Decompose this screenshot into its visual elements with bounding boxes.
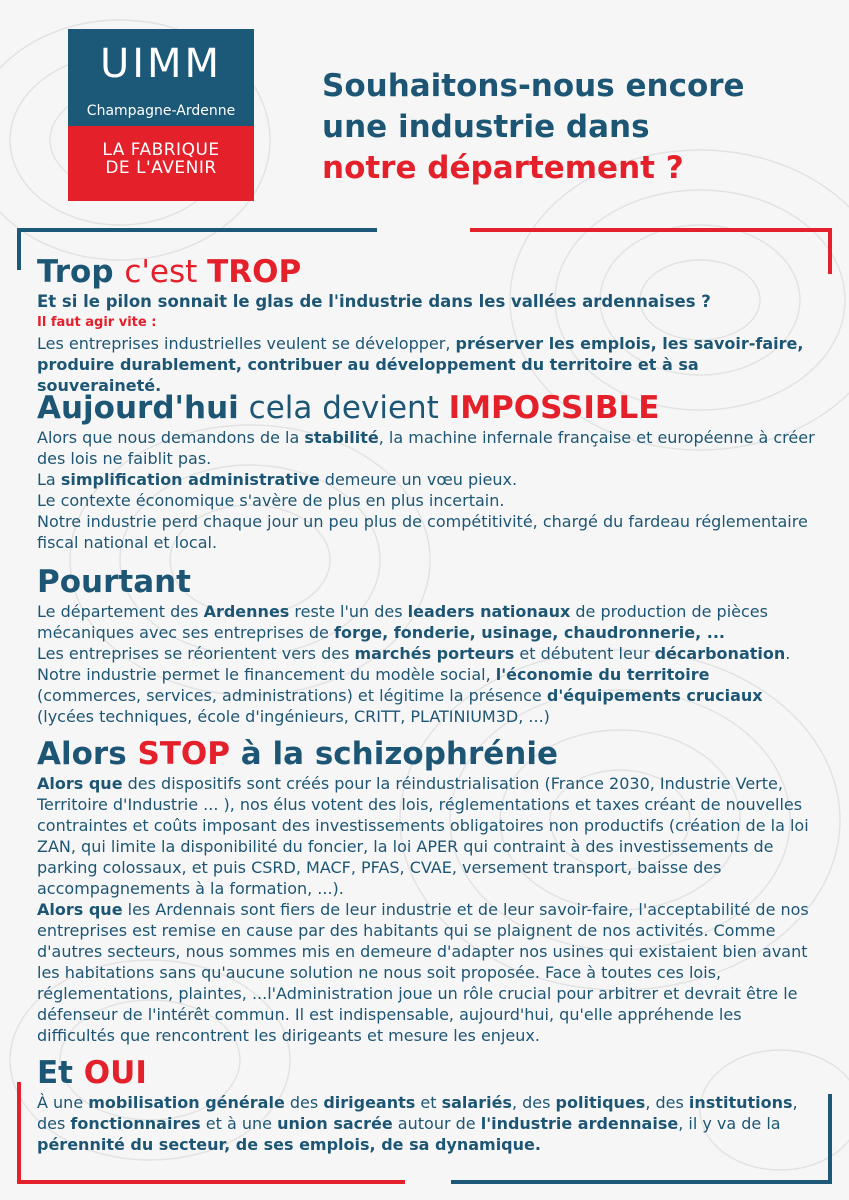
section-pourtant [37, 563, 817, 727]
text-run: , il y va de la [678, 1114, 781, 1133]
frame-right-red [828, 228, 832, 274]
logo-region: Champagne-Ardenne [86, 103, 236, 119]
text-run: , des [37, 1093, 798, 1133]
text-run: et débutent leur [514, 644, 655, 663]
text-run: et [415, 1093, 442, 1112]
heading-part: OUI [83, 1055, 147, 1091]
section-aujourdhui-heading [37, 389, 817, 427]
heading-part: IMPOSSIBLE [448, 390, 660, 426]
heading-part: TROP [207, 254, 302, 290]
logo-name: UIMM [99, 41, 223, 87]
text-run: . [785, 644, 791, 663]
headline-line-3: notre département ? [322, 150, 684, 186]
paragraph [37, 601, 817, 643]
text-run: et à une [200, 1114, 278, 1133]
frame-left-blue [17, 228, 21, 270]
text-run: des [284, 1093, 324, 1112]
paragraph [37, 1092, 817, 1155]
section-trop [37, 253, 817, 396]
text-run-bold: simplification administrative [60, 470, 320, 489]
logo-tagline-line-1: LA FABRIQUE [102, 140, 220, 160]
section-trop-urgent: Il faut agir vite : [37, 315, 157, 330]
section-et-oui [37, 1054, 817, 1155]
text-run: Les entreprises se réorientent vers des [37, 644, 355, 663]
frame-top-right-red [470, 228, 832, 232]
text-run-bold: Ardennes [203, 602, 290, 621]
heading-part: Aujourd'hui [37, 390, 239, 426]
logo-bottom-block [68, 126, 254, 201]
section-trop-subtitle: Et si le pilon sonnait le glas de l'industrie dans les vallées ardennaises ? [37, 292, 711, 311]
text-run: La [37, 470, 61, 489]
heading-part: Alors [37, 736, 138, 772]
logo-top-block [68, 29, 254, 126]
frame-right-bottom-blue [828, 1094, 832, 1184]
text-run-bold: l'industrie ardennaise [480, 1114, 679, 1133]
uimm-logo [68, 29, 254, 201]
text-run: , des [645, 1093, 689, 1112]
paragraph [37, 664, 817, 727]
text-run-bold: fonctionnaires [70, 1114, 201, 1133]
heading-part: cela devient [238, 390, 449, 426]
section-trop-heading [37, 253, 817, 291]
text-run-bold: salariés [441, 1093, 512, 1112]
text-run: Le département des [37, 602, 204, 621]
text-run-bold: décarbonation [654, 644, 786, 663]
text-run: (lycées techniques, école d'ingénieurs, CRITT, PLATINIUM3D, ...) [37, 707, 550, 726]
paragraph [37, 469, 817, 490]
text-run: de production de pièces mécaniques avec ses entreprises de [37, 602, 768, 642]
headline-line-1: Souhaitons-nous encore [322, 68, 745, 104]
section-et-oui-heading [37, 1054, 817, 1092]
heading-part: Trop [37, 254, 125, 290]
heading-part: à la schizophrénie [230, 736, 558, 772]
section-stop-heading [37, 735, 817, 773]
paragraph: Le contexte économique s'avère de plus en plus incertain. [37, 491, 505, 510]
paragraph [37, 899, 817, 1046]
text-run-bold: mobilisation générale [88, 1093, 285, 1112]
text-run: Notre industrie permet le financement du modèle social, [37, 665, 496, 684]
heading-part: STOP [137, 736, 230, 772]
section-trop-paragraph [37, 333, 817, 396]
text-run-bold: d'équipements cruciaux [546, 686, 763, 705]
section-stop [37, 735, 817, 1046]
heading-part: Et [37, 1055, 84, 1091]
page-headline [322, 66, 745, 189]
text-run: Les entreprises industrielles veulent se développer, [37, 334, 456, 353]
text-run: demeure un vœu pieux. [319, 470, 518, 489]
text-run: À une [37, 1093, 89, 1112]
text-run-bold: l'économie du territoire [495, 665, 710, 684]
logo-tagline [68, 126, 254, 177]
text-run-bold: dirigeants [323, 1093, 416, 1112]
text-run: , des [511, 1093, 556, 1112]
text-run-bold: politiques [555, 1093, 646, 1112]
frame-top-left-blue [17, 228, 377, 232]
paragraph: Notre industrie perd chaque jour un peu plus de compétitivité, chargé du fardeau réglementaire fiscal national et local. [37, 512, 808, 552]
paragraph [37, 773, 817, 899]
logo-tagline-line-2: DE L'AVENIR [105, 158, 217, 178]
text-run-bold: union sacrée [277, 1114, 393, 1133]
text-run-bold: leaders nationaux [407, 602, 571, 621]
text-run: autour de [392, 1114, 481, 1133]
text-run-bold: institutions [688, 1093, 793, 1112]
text-run-bold: stabilité [304, 428, 379, 447]
text-run: (commerces, services, administrations) et légitime la présence [37, 686, 547, 705]
headline-line-2: une industrie dans [322, 109, 650, 145]
frame-bottom-right-blue [451, 1180, 832, 1184]
heading-part: c'est [124, 254, 208, 290]
text-run-bold: préserver les emplois, les savoir-faire, produire durablement, contribuer au développement du territoire et à sa souveraineté. [37, 334, 804, 395]
frame-bottom-left-red [17, 1180, 405, 1184]
text-run-bold: pérennité du secteur, de ses emplois, de sa dynamique. [37, 1135, 541, 1154]
section-pourtant-heading: Pourtant [37, 564, 192, 600]
text-run-bold: marchés porteurs [354, 644, 515, 663]
text-run: , la machine infernale française et européenne à créer des lois ne faiblit pas. [37, 428, 815, 468]
paragraph [37, 427, 817, 469]
frame-left-bottom-red [17, 1082, 21, 1184]
text-run: des dispositifs sont créés pour la réindustrialisation (France 2030, Industrie Verte, Territoire d'Industrie ... ), nos élus votent des lois, réglementations et taxes créant de nouvelles contraintes et coûts imposant des investissements obligatoires non productifs (création de la loi ZAN, qui limite la disponibilité du foncier, la loi APER qui contraint à des investissements de parking colossaux, et puis CSRD, MACF, PFAS, CVAE, versement transport, baisse des accompagnements à la formation, ...). [37, 774, 809, 898]
text-run: les Ardennais sont fiers de leur industrie et de leur savoir-faire, l'acceptabilité de nos entreprises est remise en cause par des habitants qui se plaignent de nos activités. Comme d'autres secteurs, nous sommes mis en demeure d'adapter nos usines qui existaient bien avant les habitations sans qu'aucune solution ne nous soit proposée. Face à toutes ces lois, réglementations, plaintes, ...l'Administration joue un rôle crucial pour arbitrer et devrait être le défenseur de l'intérêt commun. Il est indispensable, aujourd'hui, qu'elle appréhende les difficultés que rencontrent les dirigeants et mesure les enjeux. [37, 900, 809, 1045]
text-run-bold: Alors que [37, 774, 123, 793]
section-aujourdhui [37, 389, 817, 553]
text-run: reste l'un des [289, 602, 408, 621]
text-run: Alors que nous demandons de la [37, 428, 305, 447]
text-run-bold: Alors que [37, 900, 123, 919]
paragraph [37, 643, 817, 664]
text-run-bold: forge, fonderie, usinage, chaudronnerie, ... [333, 623, 725, 642]
